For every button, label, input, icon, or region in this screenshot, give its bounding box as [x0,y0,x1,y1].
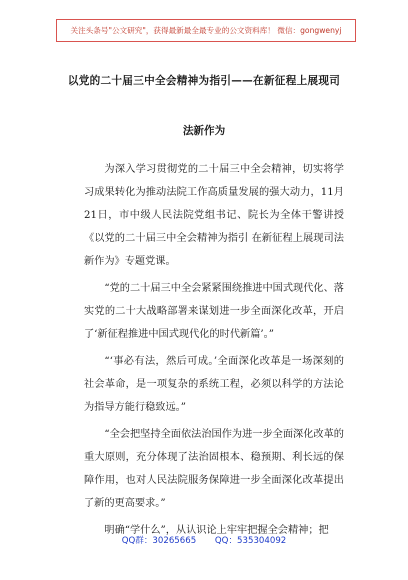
footer-qq: QQ：535304092 [214,536,287,546]
paragraph: “党的二十届三中全会紧紧围绕推进中国式现代化、落实党的二十大战略部署来谋划进一步全面深化改革，开启了‘新征程推进中国式现代化的时代新篇’。” [84,283,344,340]
paragraph: 明确“学什么”，从认识论上牢牢把握全会精神；把 [104,525,329,536]
paragraph: 为深入学习贯彻党的二十届三中全会精神，切实将学习成果转化为推动法院工作高质量发展的强大动力，11月21日，市中级人民法院党组书记、院长为全体干警讲授《以党的二十届三中全会精神为指引 在新征程上展现司法新作为》专题党课。 [84,164,344,267]
footer-qq-group: QQ群：30265665 [121,536,197,546]
header-notice [56,19,356,42]
document-title-line-2: 法新作为 [182,125,226,137]
header-notice-text: 关注头条号"公文研究"，获得最新最全最专业的公文资料库！ 微信：gongwenyj [70,26,342,35]
paragraph: “全会把坚持全面依法治国作为进一步全面深化改革的重大原则，充分体现了法治固根本、稳预期、利长远的保障作用，也对人民法院服务保障进一步全面深化改革提出了新的更高要求。” [84,429,344,509]
document-body [84,158,344,546]
document-title-line-1: 以党的二十届三中全会精神为指引——在新征程上展现司 [67,75,341,87]
footer [0,534,408,546]
paragraph: “‘事必有法，然后可成。’全面深化改革是一场深刻的社会革命，是一项复杂的系统工程，必须以科学的方法论为指导方能行稳致远。” [84,356,344,413]
